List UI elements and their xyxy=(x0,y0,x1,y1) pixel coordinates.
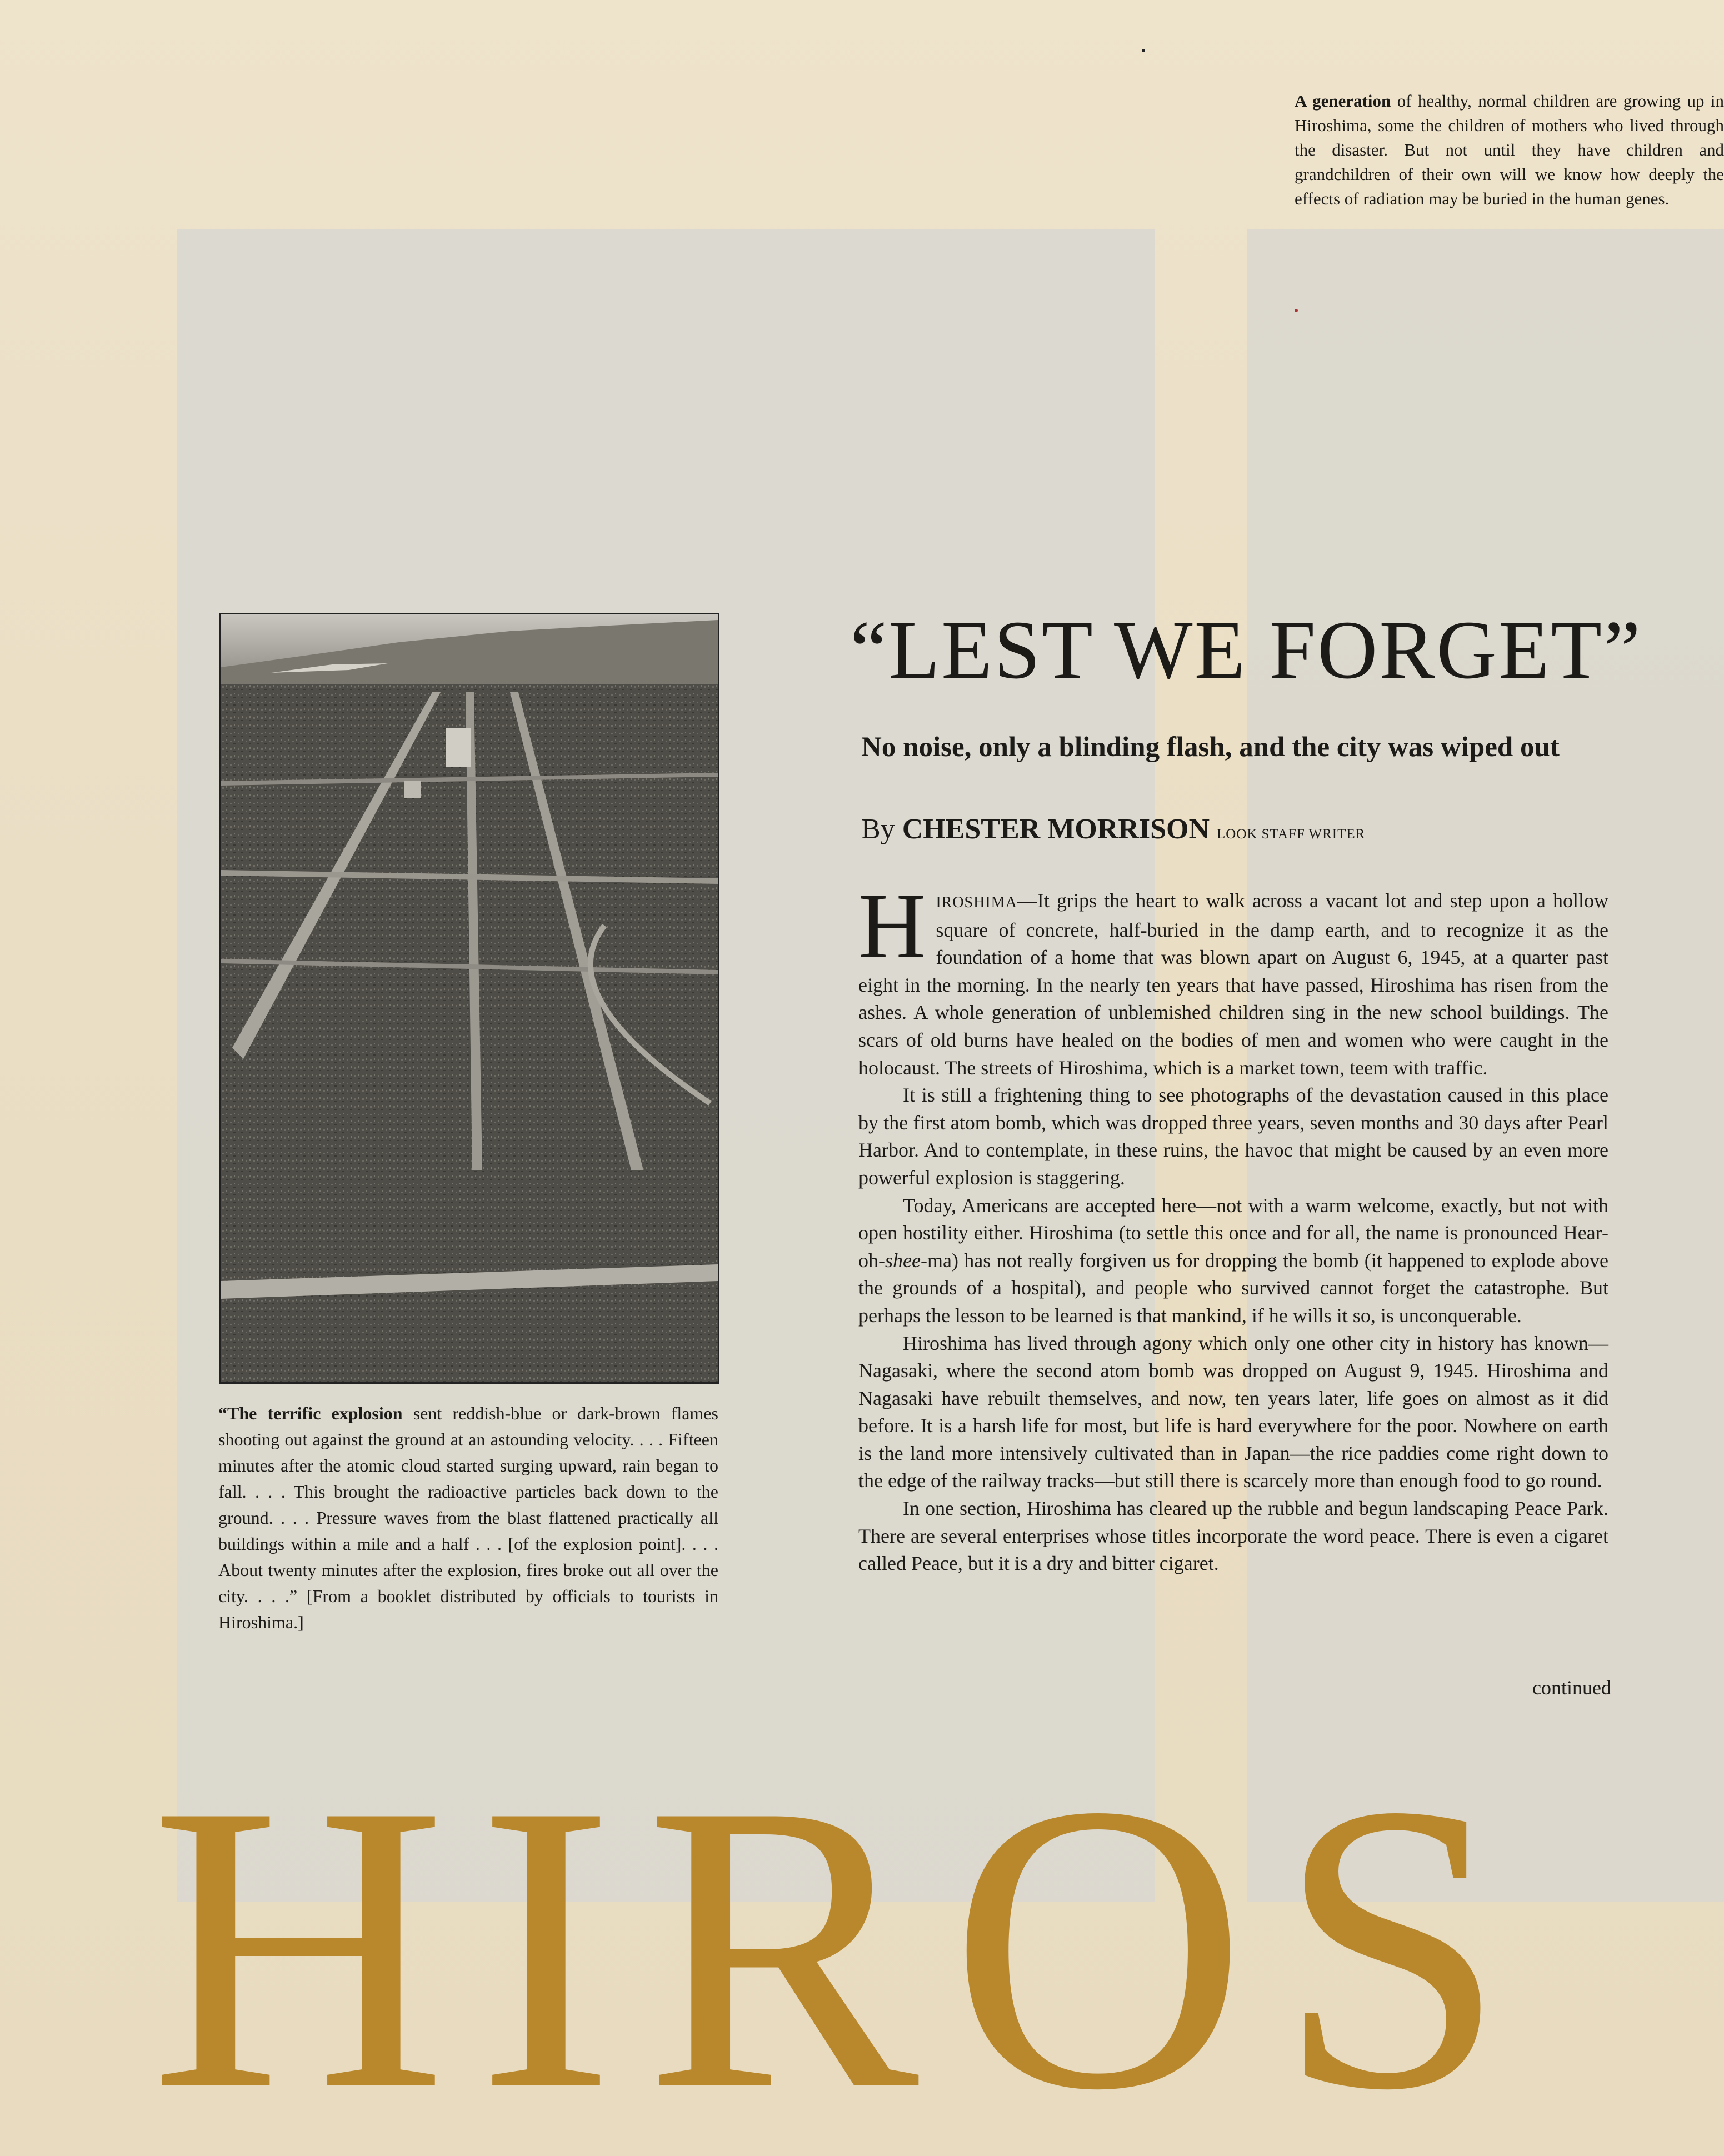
print-speck xyxy=(1295,309,1298,312)
paragraph-3-text-b: -ma) has not really forgiven us for dropping the bomb (it happened to explode above the grounds of a hospital), and people who survived cannot forget the catastrophe. But perhaps the lesson to be learned is that mankind, if he wills it so, is unconquerable. xyxy=(858,1249,1608,1327)
paragraph-3-text-a: Today, Americans are accepted here—not with a warm welcome, exactly, but not with open hostility either. Hiroshima (to settle this once and for all, the name is pronounced Hear-oh- xyxy=(858,1194,1608,1272)
article-paragraph-5: In one section, Hiroshima has cleared up the rubble and begun landscaping Peace Park. There are several enterprises whose titles incorporate the word peace. There is even a cigaret called Peace, but it is a dry and bitter cigaret. xyxy=(858,1497,1608,1575)
caption-lead: “The terrific explosion xyxy=(218,1403,403,1423)
article-paragraph-4: Hiroshima has lived through agony which only one other city in history has known—Nagasaki, where the second atom bomb was dropped on August 9, 1945. Hiroshima and Nagasaki have rebuilt themselves, and now, ten years later, life goes on almost as it did before. It is a harsh life for most, but life is hard everywhere for the poor. Nowhere on earth is the land more intensively cultivated than in Japan—the rice paddies come right down to the edge of the railway tracks—but still there is scarcely more than enough food to go round. xyxy=(858,1332,1608,1492)
article-paragraph-1 xyxy=(858,874,1608,1082)
drop-cap: H xyxy=(858,874,926,978)
paragraph-3-emphasis: shee xyxy=(885,1249,921,1272)
headline: “LEST WE FORGET” xyxy=(850,604,1642,696)
intro-blurb xyxy=(1295,89,1724,236)
deck-subtitle: No noise, only a blinding flash, and the city was wiped out xyxy=(861,732,1560,763)
print-speck xyxy=(1142,49,1145,52)
ruins-photo-drawing xyxy=(221,614,718,1382)
aerial-ruins-photo xyxy=(219,613,719,1384)
article-paragraph-3 xyxy=(858,1192,1608,1330)
author-name: CHESTER MORRISON xyxy=(902,813,1210,845)
author-title: LOOK STAFF WRITER xyxy=(1217,827,1366,842)
photo-caption xyxy=(218,1400,718,1673)
continued-label: continued xyxy=(1532,1677,1611,1699)
article-body xyxy=(858,874,1608,1709)
byline-by: By xyxy=(861,813,902,845)
dateline: IROSHIMA xyxy=(936,894,1017,911)
intro-lead: A generation xyxy=(1295,91,1391,111)
caption-text: sent reddish-blue or dark-brown flames shooting out against the ground at an astounding velocity. . . . Fifteen minutes after the atomic cloud started surging upward, rain began to fall. . . . This brought the radioactive particles back down to the ground. . . . Pressure waves from the blast flattened practically all buildings within a mile and a half . . . [of the explosion point]. . . . About twenty minutes after the explosion, fires broke out all over the city. . . .” [From a booklet distributed by officials to tourists in Hiroshima.] xyxy=(218,1403,718,1632)
paragraph-1-text: —It grips the heart to walk across a vacant lot and step upon a hollow square of concrete, half-buried in the damp earth, and to recognize it as the foundation of a home that was blown apart on August 6, 1945, at a quarter past eight in the morning. In the nearly ten years that have passed, Hiroshima has risen from the ashes. A whole generation of unblemished children sing in the new school buildings. The scars of old burns have healed on the bodies of men and women who were caught in the holocaust. The streets of Hiroshima, which is a market town, teem with traffic. xyxy=(858,889,1608,1079)
intro-text: of healthy, normal children are growing up in Hiroshima, some the children of mothers who lived through the disaster. But not until they have children and grandchildren of their own will we know how deeply the effects of radiation may be buried in the human genes. xyxy=(1295,91,1724,208)
hiroshima-display-word: HIROS xyxy=(150,1739,1537,2156)
byline xyxy=(861,808,1528,850)
article-paragraph-2: It is still a frightening thing to see photographs of the devastation caused in this place by the first atom bomb, which was dropped three years, seven months and 30 days after Pearl Harbor. And to contemplate, in these ruins, the havoc that might be caused by an even more powerful explosion is staggering. xyxy=(858,1084,1608,1189)
